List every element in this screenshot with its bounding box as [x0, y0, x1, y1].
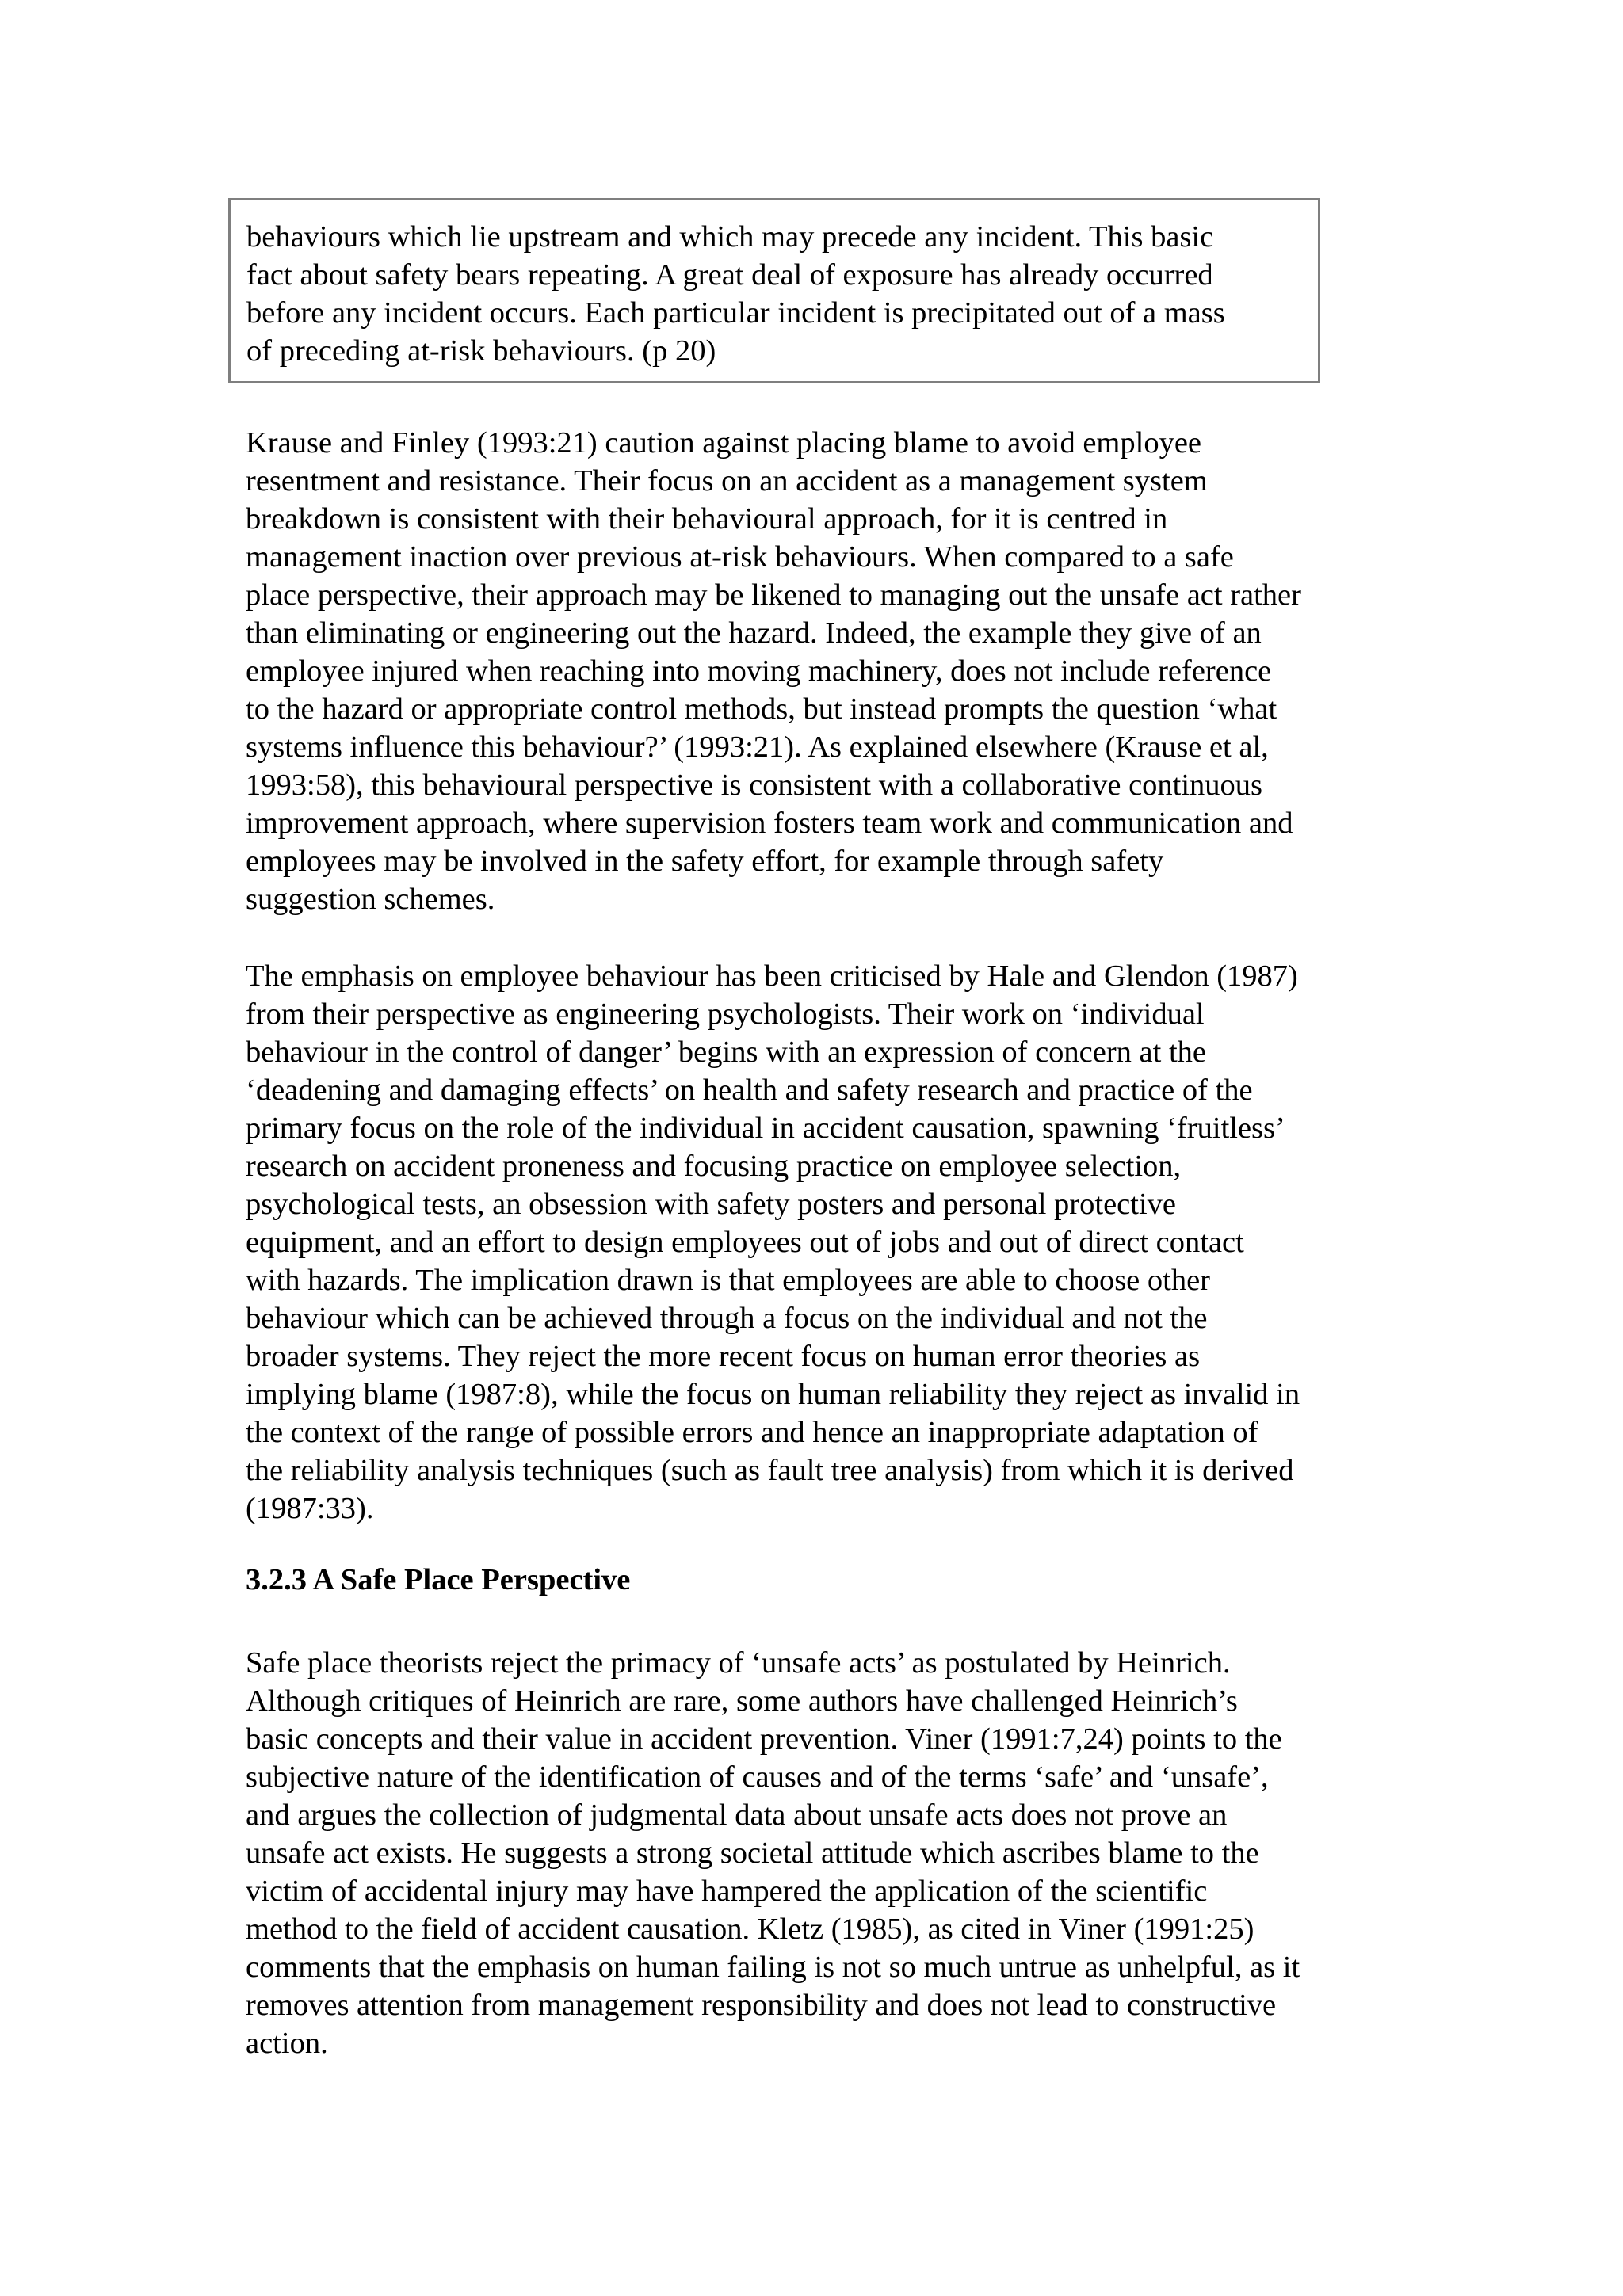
- paragraph-line: research on accident proneness and focusing practice on employee selection,: [246, 1150, 1182, 1183]
- block-quote: [228, 198, 1320, 383]
- paragraph-line: the reliability analysis techniques (such as fault tree analysis) from which it is derived: [246, 1454, 1294, 1487]
- paragraph-line: employee injured when reaching into moving machinery, does not include reference: [246, 654, 1272, 688]
- quote-line: behaviours which lie upstream and which may precede any incident. This basic: [246, 220, 1214, 254]
- quote-line: fact about safety bears repeating. A great deal of exposure has already occurred: [246, 258, 1213, 292]
- quote-line: before any incident occurs. Each particular incident is precipitated out of a mass: [246, 296, 1225, 330]
- paragraph-line: The emphasis on employee behaviour has been criticised by Hale and Glendon (1987): [246, 959, 1298, 993]
- paragraph-line: and argues the collection of judgmental data about unsafe acts does not prove an: [246, 1798, 1228, 1832]
- paragraph-line: employees may be involved in the safety effort, for example through safety: [246, 845, 1164, 878]
- paragraph-line: Although critiques of Heinrich are rare, some authors have challenged Heinrich’s: [246, 1684, 1238, 1718]
- paragraph-line: place perspective, their approach may be likened to managing out the unsafe act rather: [246, 578, 1301, 612]
- paragraph-line: resentment and resistance. Their focus on an accident as a management system: [246, 464, 1208, 498]
- section-heading: 3.2.3 A Safe Place Perspective: [246, 1563, 631, 1596]
- paragraph-line: primary focus on the role of the individual in accident causation, spawning ‘fruitless’: [246, 1112, 1285, 1145]
- quote-line: of preceding at-risk behaviours. (p 20): [246, 334, 716, 368]
- paragraph-line: implying blame (1987:8), while the focus on human reliability they reject as invalid in: [246, 1378, 1300, 1411]
- paragraph-line: the context of the range of possible errors and hence an inappropriate adaptation of: [246, 1416, 1258, 1449]
- paragraph-line: breakdown is consistent with their behavioural approach, for it is centred in: [246, 502, 1168, 536]
- paragraph-line: broader systems. They reject the more recent focus on human error theories as: [246, 1340, 1201, 1373]
- paragraph-line: Krause and Finley (1993:21) caution against placing blame to avoid employee: [246, 426, 1202, 460]
- paragraph-hale-glendon: [246, 957, 1395, 1527]
- paragraph-line: behaviour in the control of danger’ begins with an expression of concern at the: [246, 1035, 1206, 1069]
- paragraph-line: psychological tests, an obsession with safety posters and personal protective: [246, 1188, 1176, 1221]
- paragraph-line: ‘deadening and damaging effects’ on health and safety research and practice of the: [246, 1074, 1253, 1107]
- paragraph-line: method to the field of accident causation. Kletz (1985), as cited in Viner (1991:25): [246, 1913, 1254, 1946]
- paragraph-line: Safe place theorists reject the primacy of ‘unsafe acts’ as postulated by Heinrich.: [246, 1646, 1231, 1680]
- paragraph-line: with hazards. The implication drawn is that employees are able to choose other: [246, 1264, 1210, 1297]
- paragraph-safe-place: [246, 1644, 1395, 2062]
- paragraph-krause-finley: [246, 424, 1395, 918]
- paragraph-line: suggestion schemes.: [246, 883, 495, 916]
- paragraph-line: comments that the emphasis on human failing is not so much untrue as unhelpful, as it: [246, 1951, 1300, 1984]
- paragraph-line: behaviour which can be achieved through a focus on the individual and not the: [246, 1302, 1208, 1335]
- paragraph-line: action.: [246, 2027, 328, 2060]
- paragraph-line: unsafe act exists. He suggests a strong societal attitude which ascribes blame to the: [246, 1836, 1259, 1870]
- paragraph-line: victim of accidental injury may have hampered the application of the scientific: [246, 1875, 1208, 1908]
- paragraph-line: removes attention from management responsibility and does not lead to constructive: [246, 1989, 1277, 2022]
- paragraph-line: 1993:58), this behavioural perspective is consistent with a collaborative continuous: [246, 769, 1263, 802]
- paragraph-line: to the hazard or appropriate control methods, but instead prompts the question ‘what: [246, 692, 1277, 726]
- paragraph-line: than eliminating or engineering out the hazard. Indeed, the example they give of an: [246, 616, 1262, 650]
- paragraph-line: management inaction over previous at-risk behaviours. When compared to a safe: [246, 540, 1234, 574]
- paragraph-line: systems influence this behaviour?’ (1993:21). As explained elsewhere (Krause et al,: [246, 730, 1269, 764]
- paragraph-line: basic concepts and their value in accident prevention. Viner (1991:7,24) points to the: [246, 1722, 1282, 1756]
- paragraph-line: subjective nature of the identification of causes and of the terms ‘safe’ and ‘unsafe’,: [246, 1760, 1269, 1794]
- paragraph-line: equipment, and an effort to design employees out of jobs and out of direct contact: [246, 1226, 1244, 1259]
- paragraph-line: from their perspective as engineering psychologists. Their work on ‘individual: [246, 997, 1205, 1031]
- paragraph-line: (1987:33).: [246, 1492, 374, 1525]
- paragraph-line: improvement approach, where supervision fosters team work and communication and: [246, 807, 1293, 840]
